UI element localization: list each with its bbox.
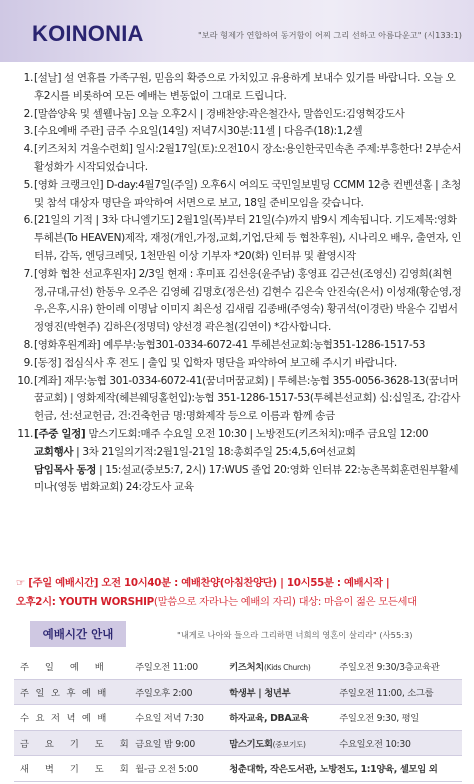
ministry-label: 맘스기도회 (229, 738, 273, 750)
notice-item (0, 106, 474, 124)
schedule-verse: "내게로 나아와 들으라 그리하면 너희의 영혼이 살리라" (사55:3) (177, 630, 413, 640)
ministry-name (229, 730, 339, 756)
ministry-name (229, 654, 339, 679)
service-name: 새 벽 기 도 회 (20, 764, 136, 776)
notice-text: [21일의 기적 | 3차 다니엘기도] 2월1일(목)부터 21일(수)까지 밤9시 계속됩니다. 기도제목:영화 투헤븐(To HEAVEN)제작, 재정(개인,가정,교회,기업,단체 등 협찬후원), 시나리오 배우, 출연자, 인터뷰, 감독, 엔딩크레딧, 1천만원 이상 기부자 *20(화) 인터뷰 및 촬영시작 (34, 214, 462, 262)
service-time: 월-금 오전 5:00 (135, 764, 198, 776)
ministry-detail: 수요일오전 10:30 (339, 738, 411, 750)
ministry-detail: 주일오전 9:30/3층교육관 (339, 662, 440, 674)
notice-number: 5. (23, 178, 33, 191)
notice-text: [수요예배 주관] 금주 수요일(14일) 저녁7시30분:11셀 | 다음주(18):1,2셀 (34, 125, 363, 138)
table-row (14, 756, 462, 782)
notice-item (0, 426, 474, 444)
notice-text: | 3차 21일의기적:2월1일-21일 18:총회주일 25:4,5,6여선교회 (73, 445, 356, 458)
ministry-name (229, 679, 339, 705)
notice-item (0, 355, 474, 373)
notice-heading: 교회행사 (34, 445, 74, 458)
notice-number: 6. (23, 214, 33, 227)
ministry-label: 학생부 | 청년부 (229, 687, 291, 699)
notice-text: [영화 협찬 선교후원자] 2/3일 현재 : 후미표 김선응(윤주남) 홍영표 김근선(조영신) 김영희(최현정,규대,규선) 한동우 오주은 김영혜 김명호(정은선) 김현수 김은숙 안진숙(은서) 이성재(황순영,정우,은후,시유) 한이레 이명남 이미지 최은성 김새림 김종배(주영숙) 황귀석(이경란) 박윤수 김범서 정영진(박현주) 김하은(정명덕) 양선경 곽은철(김연이) *감사합니다. (34, 267, 462, 334)
service-notice-line-2 (16, 593, 462, 612)
notice-text: [영화후원계좌] 예루부:농협301-0334-6072-41 투헤븐선교회:농협351-1286-1517-53 (34, 338, 426, 351)
notice-item (0, 444, 474, 462)
ministry-label: 키즈처치 (229, 662, 264, 674)
notice-item (0, 212, 474, 265)
notice-item (0, 70, 474, 106)
ministry-name (229, 705, 339, 731)
schedule-header (30, 621, 456, 648)
notice-number: 4. (23, 143, 33, 156)
ministry-sub: (중보기도) (272, 739, 306, 749)
ministry-name (229, 756, 462, 782)
table-row (14, 705, 462, 731)
ministry-detail: 주일오전 9:30, 평일 (339, 713, 419, 725)
notice-number: 2. (23, 107, 33, 120)
service-time: 금요일 밤 9:00 (135, 738, 195, 750)
table-row (14, 654, 462, 679)
service-notice-line-1: ☞ [주일 예배시간] 오전 10시40분 : 예배찬양(아침찬양단) | 10시55분 : 예배시작 | (16, 577, 390, 589)
service-name: 주 일 예 배 (20, 662, 111, 674)
notice-item (0, 266, 474, 337)
service-schedule-table (14, 654, 462, 782)
notice-item (0, 337, 474, 355)
notice-number: 7. (23, 267, 33, 280)
youth-worship-label: 오후2시: YOUTH WORSHIP (16, 596, 154, 608)
youth-worship-detail: (말씀으로 자라나는 예배의 자리) 대상: 마음이 젊은 모든세대 (153, 596, 417, 608)
service-time-notice (16, 574, 462, 612)
notice-text: | 15:설교(중보5:7, 2시) 17:WUS 졸업 20:영화 인터뷰 22:농촌목회훈련원부활세미나(영동 범화교회) 24:강도사 교육 (34, 463, 459, 494)
ministry-sub: (Kids Church) (263, 663, 311, 673)
notice-item (0, 177, 474, 213)
service-time: 주일오전 11:00 (135, 662, 198, 674)
notice-text: 맘스기도회:매주 수요일 오전 10:30 | 노방전도(키즈처치):매주 금요일 12:00 (85, 427, 429, 440)
service-name: 금 요 기 도 회 (20, 738, 136, 750)
service-time: 주일오후 2:00 (135, 687, 193, 699)
notice-number: 10. (17, 374, 33, 387)
service-name: 수요저녁예배 (20, 713, 113, 725)
notice-number: 3. (23, 125, 33, 138)
notice-number: 8. (23, 338, 33, 351)
ministry-label: 하자교육, DBA교육 (229, 713, 309, 725)
ministry-label: 청춘대학, 작은도서관, 노방전도, 1:1양육, 셀모임 외 (229, 764, 438, 776)
notice-number: 9. (23, 356, 33, 369)
notice-number: 11. (17, 427, 33, 440)
notice-item (0, 141, 474, 177)
ministry-detail: 주일오전 11:00, 소그룹 (339, 687, 434, 699)
notice-text: [말씀양육 및 셀웰나눔] 오늘 오후2시 | 경배찬양:곽은철간사, 말씀인도:김영혁강도사 (34, 107, 405, 120)
notice-text: [설날] 설 연휴를 가족구원, 믿음의 확증으로 가치있고 유용하게 보내수 있기를 바랍니다. 오늘 오후2시를 비롯하여 모든 예배는 변동없이 그대로 드립니다. (34, 72, 456, 102)
notice-text: [계좌] 재무:농협 301-0334-6072-41(꿈너머꿈교회) | 투헤븐:농협 355-0056-3628-13(꿈너머꿈교회) | 영화제작(헤븐웨딩홀헌입):농협 351-1286-1517-53(투헤븐선교회) 십:십일조, 감:감사헌금, 선:선교헌금, 건:건축헌금 명:명화제작 등으로 이름과 함께 송금 (34, 374, 461, 423)
notice-item (0, 123, 474, 141)
header-verse: "보라 형제가 연합하여 동거함이 어찌 그리 선하고 아름다운고" (시133:1) (198, 30, 462, 40)
service-time: 수요일 저녁 7:30 (135, 713, 204, 725)
notice-heading: [주중 일정] (34, 427, 86, 440)
notice-text: [동정] 접심식사 후 전도 | 출입 및 입학자 명단을 파악하여 보고해 주시기 바랍니다. (34, 356, 397, 369)
notice-text: [키즈처치 겨울수련회] 일시:2월17일(토):오전10시 장소:용인한국민속촌 주제:부흥한다! 2부순서 활성화가 시작되었습니다. (34, 143, 462, 173)
page-header (0, 0, 474, 62)
schedule-title: 예배시간 안내 (30, 621, 126, 647)
table-row (14, 679, 462, 705)
notice-text: [영화 크랭크인] D-day:4월7일(주일) 오후6시 여의도 국민일보빌딩 CCMM 12층 컨벤션홀 | 초청 및 참석 대상자 명단을 파악하여 서면으로 보고, 18일 준비모임을 갖습니다. (34, 178, 461, 209)
notice-item (0, 462, 474, 498)
table-row (14, 730, 462, 756)
notice-item (0, 373, 474, 426)
notice-heading: 담임목사 동정 (34, 463, 97, 476)
notice-list (0, 70, 474, 497)
notice-number: 1. (23, 72, 33, 84)
page-title: KOINONIA (32, 21, 144, 46)
service-name: 주일오후예배 (20, 687, 113, 699)
